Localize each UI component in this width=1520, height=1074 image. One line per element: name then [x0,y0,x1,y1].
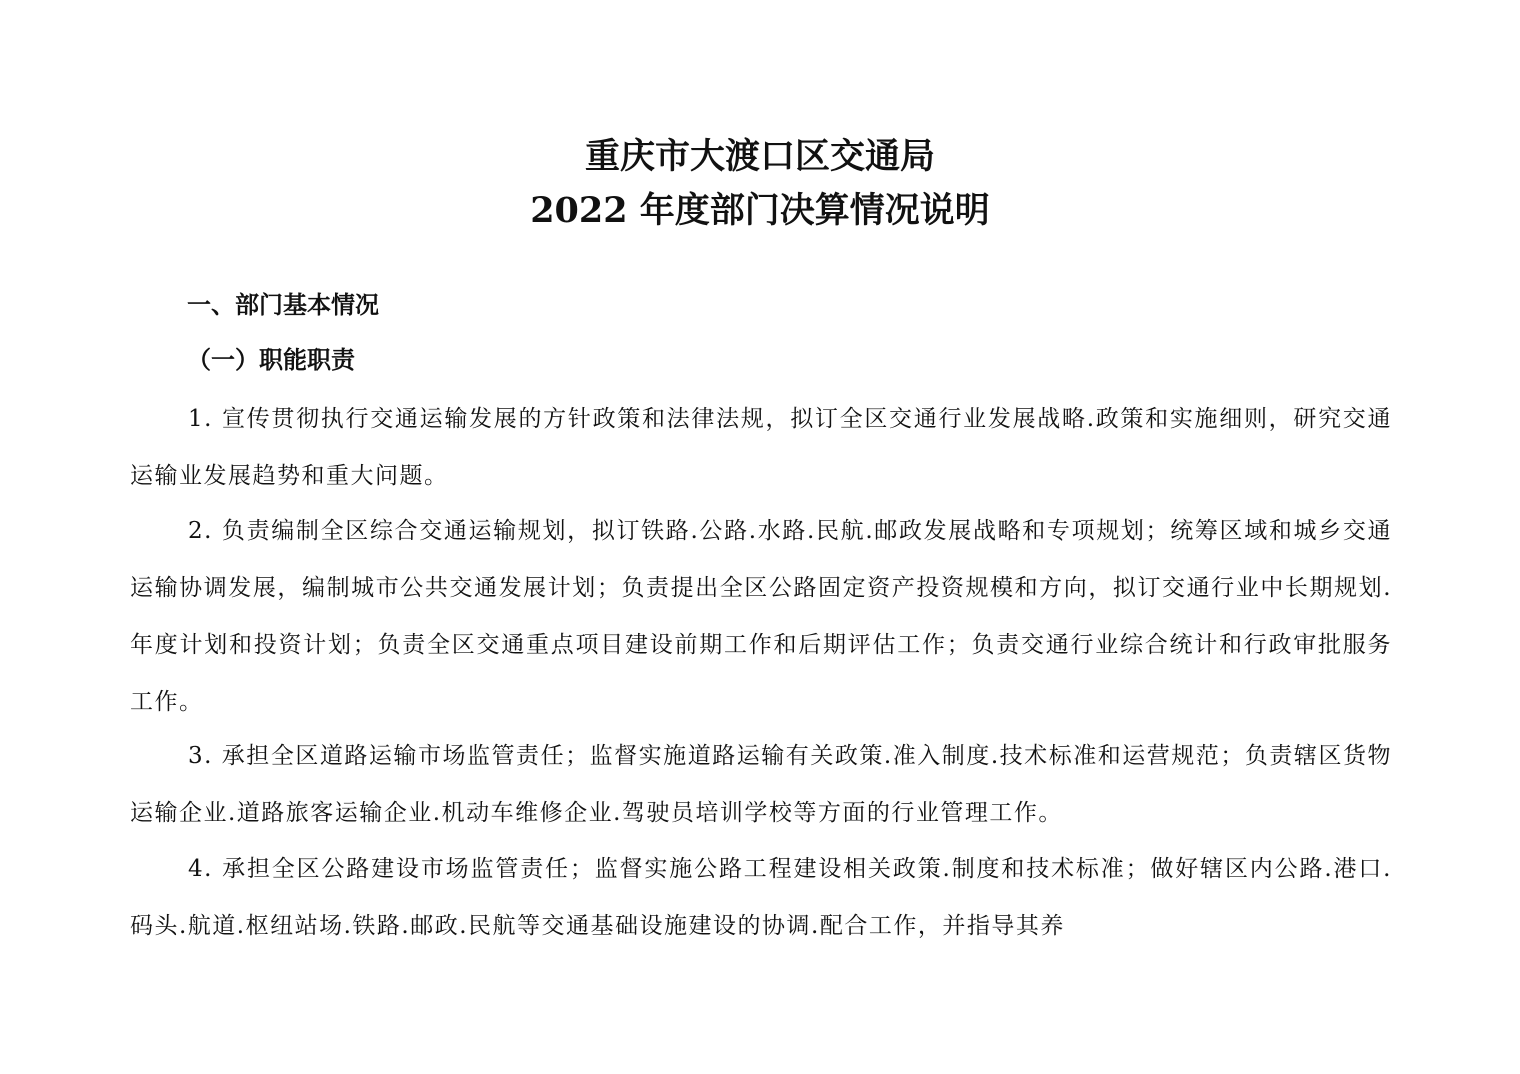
section-heading: 一、部门基本情况 [187,291,379,319]
document-title-line1: 重庆市大渡口区交通局 [584,136,935,177]
subsection-heading: （一）职能职责 [187,346,355,374]
paragraph-2: 2. 负责编制全区综合交通运输规划，拟订铁路.公路.水路.民航.邮政发展战略和专项规划；统筹区域和城乡交通运输协调发展，编制城市公共交通发展计划；负责提出全区公路固定资产投资规模和方向，拟订交通行业中长期规划.年度计划和投资计划；负责全区交通重点项目建设前期工作和后期评估工作；负责交通行业综合统计和行政审批服务工作。 [130,518,1392,715]
paragraph-4: 4. 承担全区公路建设市场监管责任；监督实施公路工程建设相关政策.制度和技术标准；做好辖区内公路.港口.码头.航道.枢纽站场.铁路.邮政.民航等交通基础设施建设的协调.配合工作，并指导其养 [130,856,1392,939]
document-title-line2: 2022 年度部门决算情况说明 [530,190,990,231]
paragraph-1: 1. 宣传贯彻执行交通运输发展的方针政策和法律法规，拟订全区交通行业发展战略.政策和实施细则，研究交通运输业发展趋势和重大问题。 [130,406,1392,489]
paragraph-3: 3. 承担全区道路运输市场监管责任；监督实施道路运输有关政策.准入制度.技术标准和运营规范；负责辖区货物运输企业.道路旅客运输企业.机动车维修企业.驾驶员培训学校等方面的行业管理工作。 [130,743,1392,826]
